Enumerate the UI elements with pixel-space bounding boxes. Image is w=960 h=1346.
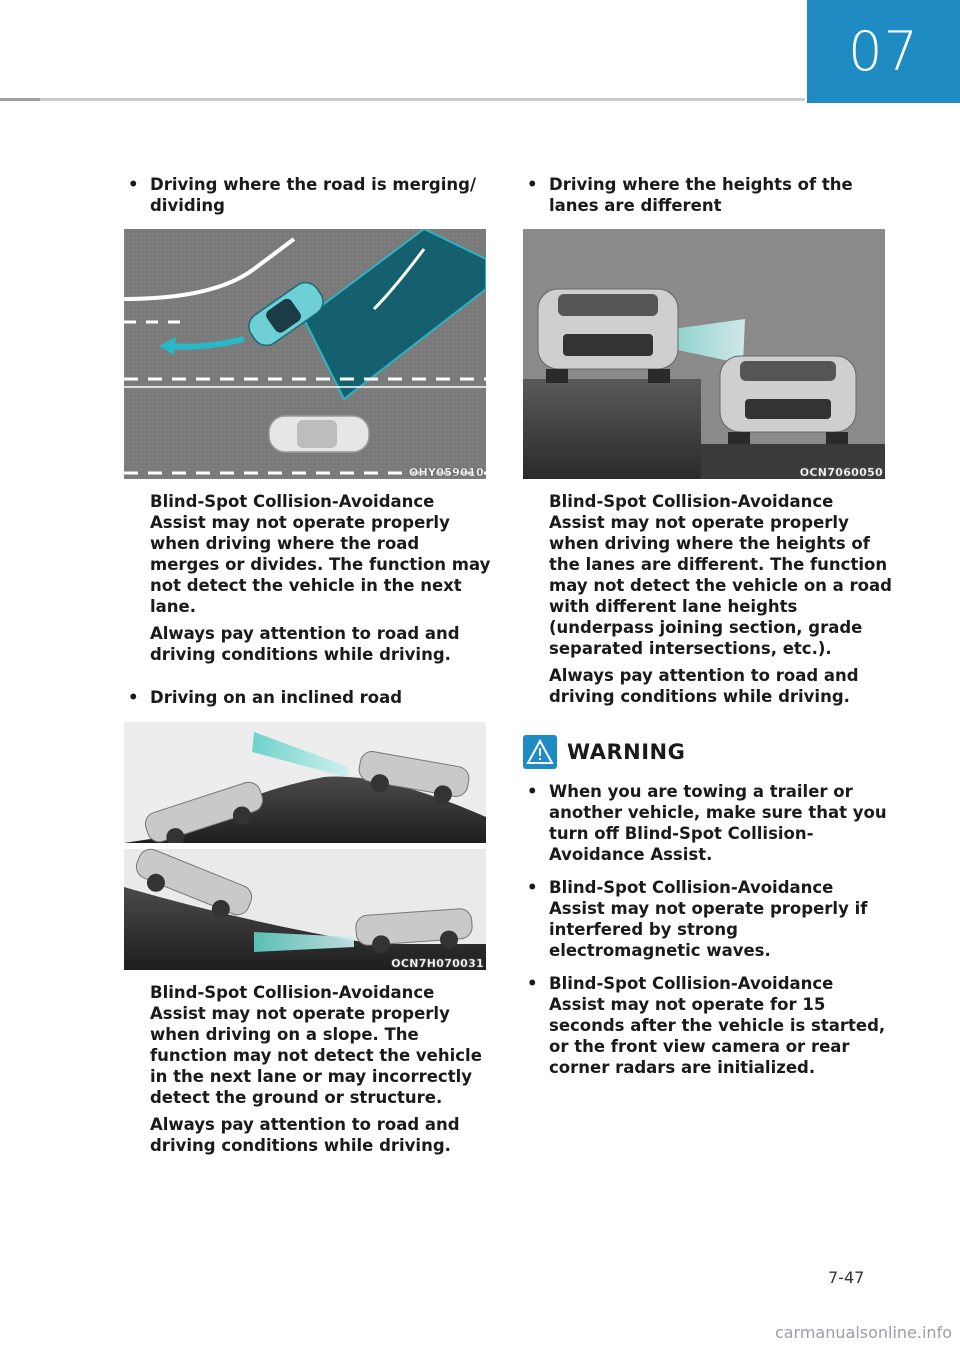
warning-item: • When you are towing a trailer or another vehicle, make sure that you turn off Blind-Spot Collision-Avoidance Assist. [523,781,893,865]
chapter-tab: 07 [807,0,960,103]
figure-code: OCN7H070031 [391,957,484,970]
bullet-inclined-road: • Driving on an inclined road [124,687,494,708]
paragraph: Always pay attention to road and driving conditions while driving. [150,1115,460,1155]
page-number: 7-47 [828,1268,865,1287]
warning-header [523,735,893,769]
header-rule [0,98,805,101]
paragraph: Always pay attention to road and driving conditions while driving. [150,624,460,664]
right-column [523,174,893,1078]
figure-merging-road [124,229,486,479]
left-column [124,174,494,1156]
warning-item: • Blind-Spot Collision-Avoidance Assist may not operate for 15 seconds after the vehicle is started, or the front view camera or rear corner radars are initialized. [523,973,893,1078]
warning-list [523,781,893,1078]
figure-code: OHY059010 [408,466,484,479]
merging-road-illustration [124,229,486,479]
warning-item: • Blind-Spot Collision-Avoidance Assist may not operate properly if interfered by strong electromagnetic waves. [523,877,893,961]
paragraph: Blind-Spot Collision-Avoidance Assist may not operate properly when driving on a slope. The function may not detect the vehicle in the next lane or may incorrectly detect the ground or structure. [150,983,482,1107]
warning-box [523,735,893,1078]
inclined-road-illustration [124,722,486,970]
lane-heights-illustration [523,229,885,479]
header-rule-accent [0,98,40,101]
bullet-lane-heights: • Driving where the heights of the lanes are different [523,174,893,216]
footer [0,1316,960,1346]
paragraph: Blind-Spot Collision-Avoidance Assist may not operate properly when driving where the heights of the lanes are different. The function may not detect the vehicle on a road with different lane heights (underpass joining section, grade separated intersections, etc.). [549,492,892,658]
paragraph: Blind-Spot Collision-Avoidance Assist may not operate properly when driving where the road merges or divides. The function may not detect the vehicle in the next lane. [150,492,491,616]
warning-title: WARNING [567,740,686,764]
warning-triangle-icon [523,735,557,769]
footer-watermark: carmanualsonline.info [774,1323,952,1342]
bullet-merging-road: • Driving where the road is merging/ dividing [124,174,494,216]
figure-lane-heights [523,229,885,479]
paragraph: Always pay attention to road and driving conditions while driving. [549,666,859,706]
figure-inclined-road [124,722,486,970]
figure-code: OCN7060050 [799,466,883,479]
